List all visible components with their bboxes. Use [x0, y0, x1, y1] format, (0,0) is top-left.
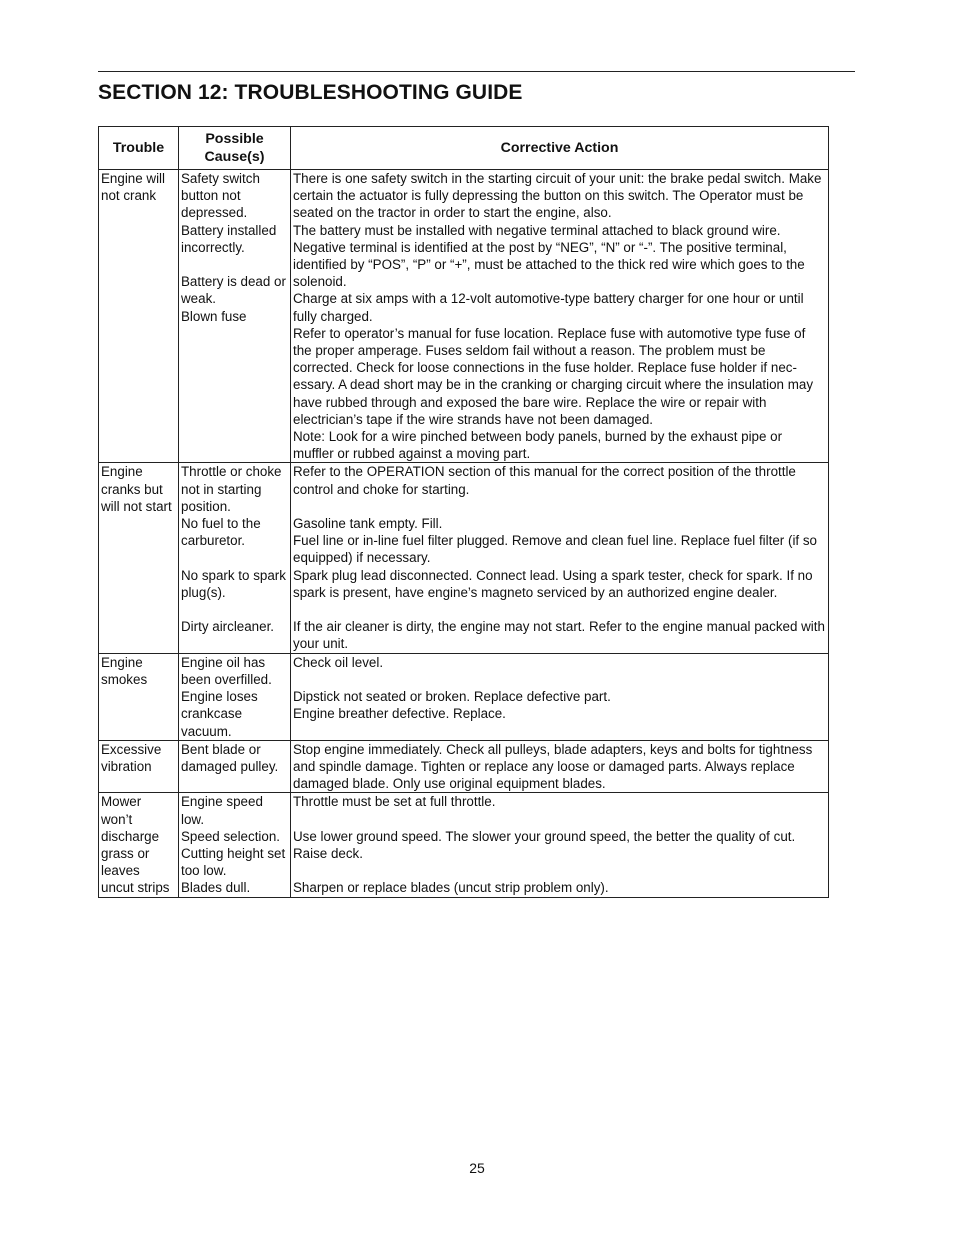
- table-row: [99, 170, 829, 463]
- trouble-cell: Mower won’t discharge grass or leaves uncut strips: [99, 793, 179, 897]
- action-item: Sharpen or replace blades (uncut strip problem only).: [293, 880, 609, 896]
- trouble-cell: Excessive vibration: [99, 740, 179, 793]
- action-item: Gasoline tank empty. Fill.: [293, 516, 443, 532]
- cause-spacer: [181, 549, 288, 566]
- action-spacer: [293, 811, 826, 828]
- cause-item: Engine oil has been overfilled.: [181, 654, 272, 687]
- cause-item: Blown fuse: [181, 308, 247, 324]
- action-item: Dipstick not seated or broken. Replace defective part.: [293, 689, 611, 705]
- trouble-cell: Engine cranks but will not start: [99, 463, 179, 653]
- header-cause: Possible Cause(s): [179, 127, 291, 170]
- action-item: Refer to the OPERATION section of this manual for the correct position of the throttle control and choke for starting.: [293, 464, 796, 497]
- action-item: Charge at six amps with a 12-volt automotive-type battery charger for one hour or until fully charged.: [293, 291, 804, 324]
- trouble-cell: Engine smokes: [99, 653, 179, 740]
- action-item: Note: Look for a wire pinched between body panels, burned by the exhaust pipe or muffler or rubbed against a moving part.: [293, 429, 783, 462]
- cause-cell: [179, 463, 291, 653]
- action-cell: [291, 463, 829, 653]
- action-item: If the air cleaner is dirty, the engine may not start. Refer to the engine manual packed with your unit.: [293, 619, 825, 652]
- trouble-cell: Engine will not crank: [99, 170, 179, 463]
- action-cell: [291, 653, 829, 740]
- cause-cell: [179, 653, 291, 740]
- table-row: [99, 653, 829, 740]
- cause-spacer: [181, 601, 288, 618]
- cause-item: Engine loses crankcase vacuum.: [181, 689, 258, 739]
- action-item: Stop engine immediately. Check all pulleys, blade adapters, keys and bolts for tightness and spindle damage. Tighten or replace any loose or damaged parts. Always replace damaged blade. Only use original equipment blades.: [293, 741, 813, 792]
- action-item: Use lower ground speed. The slower your ground speed, the better the quality of cut.: [293, 828, 796, 844]
- cause-spacer: [181, 256, 288, 273]
- page-number: 25: [469, 1160, 485, 1176]
- cause-item: Battery is dead or weak.: [181, 274, 286, 307]
- action-item: Refer to operator’s manual for fuse location. Replace fuse with automotive type fuse of the proper amperage. Fuses seldom fail without a reason. The problem must be corrected. Check for loose connections in the fuse holder. Replace fuse holder if nec-essary. A dead short may be in the cranking or charging circuit where the insulation may have rubbed through and exposed the bare wire. Replace the wire or repair with electrician’s tape if the wire strands have not been damaged.: [293, 325, 814, 427]
- cause-item: Cutting height set too low.: [181, 845, 286, 879]
- cause-item: No fuel to the carburetor.: [181, 516, 261, 549]
- action-spacer: [293, 601, 826, 618]
- section-title: SECTION 12: TROUBLESHOOTING GUIDE: [98, 81, 523, 104]
- cause-item: Dirty aircleaner.: [181, 619, 275, 635]
- cause-cell: [179, 793, 291, 897]
- cause-item: Throttle or choke not in starting position.: [181, 464, 282, 514]
- action-item: The battery must be installed with negative terminal attached to black ground wire. Negative terminal is identified at the post by “NEG”, “N” or “-”. The positive terminal, identified by “POS”, “P” or “+”, must be attached to the thick red wire which goes to the solenoid.: [293, 222, 805, 290]
- cause-item: Speed selection.: [181, 828, 281, 844]
- action-cell: [291, 740, 829, 793]
- action-cell: [291, 793, 829, 897]
- table-row: [99, 793, 829, 897]
- header-action: Corrective Action: [291, 127, 829, 170]
- action-item: There is one safety switch in the starting circuit of your unit: the brake pedal switch. Make certain the actuator is fully depressing the button on this switch. The Operator must be seated on the tractor in order to start the engine, also.: [293, 171, 822, 221]
- action-item: Throttle must be set at full throttle.: [293, 794, 496, 810]
- action-item: Fuel line or in-line fuel filter plugged. Remove and clean fuel line. Replace fuel filter (if so equipped) if necessary.: [293, 533, 818, 566]
- action-item: Raise deck.: [293, 845, 363, 861]
- cause-item: Bent blade or damaged pulley.: [181, 741, 279, 774]
- cause-item: Battery installed incorrectly.: [181, 222, 277, 255]
- action-spacer: [293, 862, 826, 879]
- table-row: [99, 463, 829, 653]
- action-item: Spark plug lead disconnected. Connect lead. Using a spark tester, check for spark. If no spark is present, have engine’s magneto serviced by an authorized engine dealer.: [293, 567, 813, 600]
- troubleshooting-table: [98, 126, 829, 898]
- table-row: [99, 740, 829, 793]
- cause-item: No spark to spark plug(s).: [181, 567, 286, 600]
- cause-item: Engine speed low.: [181, 794, 263, 827]
- cause-cell: [179, 740, 291, 793]
- action-item: Engine breather defective. Replace.: [293, 706, 506, 722]
- cause-cell: [179, 170, 291, 463]
- top-rule: [98, 71, 855, 72]
- table-header-row: [99, 127, 829, 170]
- action-item: Check oil level.: [293, 654, 384, 670]
- action-cell: [291, 170, 829, 463]
- action-spacer: [293, 671, 826, 688]
- cause-item: Safety switch button not depressed.: [181, 171, 260, 221]
- header-trouble: Trouble: [99, 127, 179, 170]
- cause-item: Blades dull.: [181, 880, 251, 896]
- action-spacer: [293, 498, 826, 515]
